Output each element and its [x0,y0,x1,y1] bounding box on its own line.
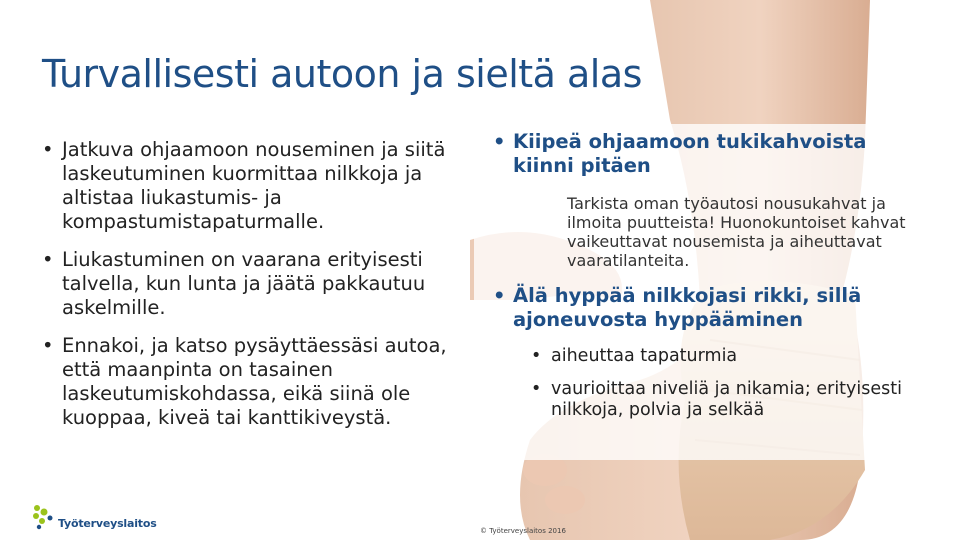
right-heading: • Älä hyppää nilkkojasi rikki, sillä ajoneuvosta hyppääminen [493,284,913,332]
slide-title: Turvallisesti autoon ja sieltä alas [42,52,642,96]
right-heading: • Kiipeä ohjaamoon tukikahvoista kiinni pitäen [493,130,913,178]
left-column [42,138,467,444]
sub-list [531,346,913,421]
sub-bullet: • aiheuttaa tapaturmia [531,346,913,367]
ttl-logo [30,502,157,532]
ttl-logo-icon [30,502,56,532]
logo-text: Työterveyslaitos [58,516,157,530]
right-column [493,130,913,433]
left-bullet: • Ennakoi, ja katso pysäyttäessäsi autoa, että maanpinta on tasainen laskeutumiskohdassa, eikä siinä ole kuoppaa, kiveä tai kanttikiveystä. [42,334,467,430]
left-bullet: • Jatkuva ohjaamoon nouseminen ja siitä laskeutuminen kuormittaa nilkkoja ja altistaa liukastumis- ja kompastumistapaturmalle. [42,138,467,234]
right-note: Tarkista oman työautosi nousukahvat ja ilmoita puutteista! Huonokuntoiset kahvat vaikeuttavat nousemista ja aiheuttavat vaaratilanteita. [567,194,906,270]
sub-bullet: • vaurioittaa niveliä ja nikamia; erityisesti nilkkoja, polvia ja selkää [531,379,913,421]
left-bullet: • Liukastuminen on vaarana erityisesti talvella, kun lunta ja jäätä pakkautuu askelmille. [42,248,467,320]
copyright-text: © Työterveyslaitos 2016 [480,527,566,535]
